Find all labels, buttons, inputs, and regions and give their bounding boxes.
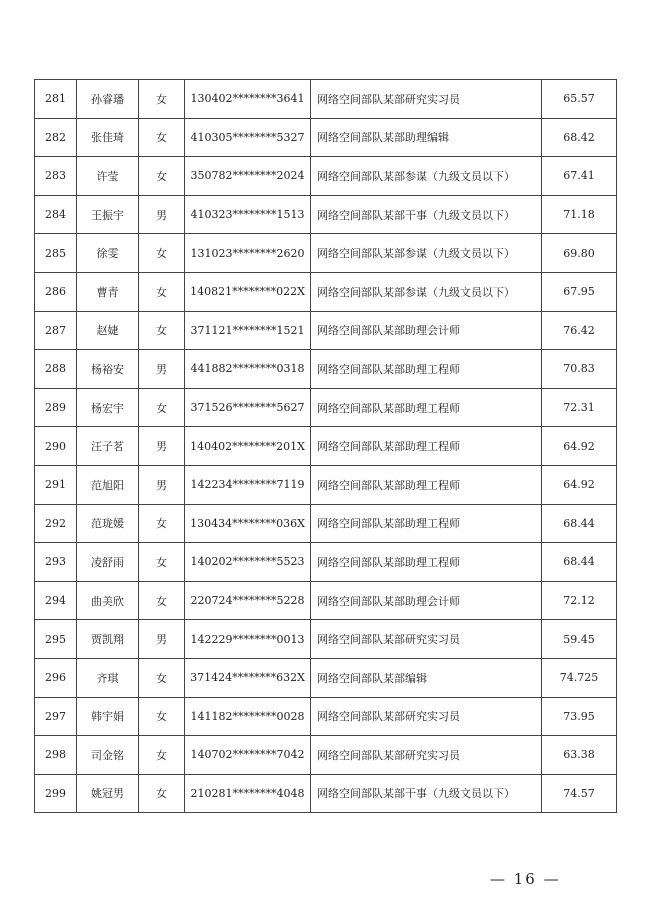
score-cell: 64.92	[542, 427, 617, 466]
name-cell: 姚冠男	[77, 774, 139, 813]
table-row	[35, 543, 617, 582]
table-row	[35, 736, 617, 775]
position-cell: 网络空间部队某部助理工程师	[311, 504, 542, 543]
row-number-cell: 292	[35, 504, 77, 543]
position-cell: 网络空间部队某部研究实习员	[311, 620, 542, 659]
id-number-cell: 140821********022X	[185, 272, 311, 311]
id-number-cell: 441882********0318	[185, 350, 311, 389]
id-number-cell: 350782********2024	[185, 157, 311, 196]
roster-table	[34, 79, 617, 813]
id-number-cell: 142234********7119	[185, 465, 311, 504]
id-number-cell: 142229********0013	[185, 620, 311, 659]
score-cell: 64.92	[542, 465, 617, 504]
row-number-cell: 293	[35, 543, 77, 582]
id-number-cell: 410323********1513	[185, 195, 311, 234]
score-cell: 63.38	[542, 736, 617, 775]
name-cell: 韩宇娟	[77, 697, 139, 736]
id-number-cell: 130402********3641	[185, 80, 311, 119]
gender-cell: 女	[139, 581, 185, 620]
table-row	[35, 774, 617, 813]
table-row	[35, 388, 617, 427]
id-number-cell: 140402********201X	[185, 427, 311, 466]
table-row	[35, 234, 617, 273]
score-cell: 68.44	[542, 543, 617, 582]
id-number-cell: 220724********5228	[185, 581, 311, 620]
position-cell: 网络空间部队某部助理编辑	[311, 118, 542, 157]
table-row	[35, 195, 617, 234]
table-row	[35, 427, 617, 466]
table-row	[35, 350, 617, 389]
id-number-cell: 371526********5627	[185, 388, 311, 427]
table-row	[35, 658, 617, 697]
name-cell: 王振宇	[77, 195, 139, 234]
score-cell: 71.18	[542, 195, 617, 234]
name-cell: 曹青	[77, 272, 139, 311]
table-row	[35, 581, 617, 620]
position-cell: 网络空间部队某部助理会计师	[311, 581, 542, 620]
gender-cell: 女	[139, 736, 185, 775]
name-cell: 齐琪	[77, 658, 139, 697]
score-cell: 73.95	[542, 697, 617, 736]
position-cell: 网络空间部队某部研究实习员	[311, 736, 542, 775]
position-cell: 网络空间部队某部助理工程师	[311, 427, 542, 466]
roster-table-body	[35, 80, 617, 813]
name-cell: 凌舒雨	[77, 543, 139, 582]
row-number-cell: 299	[35, 774, 77, 813]
position-cell: 网络空间部队某部助理工程师	[311, 543, 542, 582]
id-number-cell: 141182********0028	[185, 697, 311, 736]
id-number-cell: 131023********2620	[185, 234, 311, 273]
row-number-cell: 285	[35, 234, 77, 273]
position-cell: 网络空间部队某部参谋（九级文员以下）	[311, 272, 542, 311]
table-row	[35, 697, 617, 736]
table-row	[35, 157, 617, 196]
gender-cell: 女	[139, 234, 185, 273]
position-cell: 网络空间部队某部助理工程师	[311, 350, 542, 389]
name-cell: 杨裕安	[77, 350, 139, 389]
name-cell: 司金铭	[77, 736, 139, 775]
row-number-cell: 294	[35, 581, 77, 620]
gender-cell: 女	[139, 80, 185, 119]
name-cell: 许莹	[77, 157, 139, 196]
name-cell: 贾凯翔	[77, 620, 139, 659]
name-cell: 曲美欣	[77, 581, 139, 620]
position-cell: 网络空间部队某部研究实习员	[311, 697, 542, 736]
id-number-cell: 130434********036X	[185, 504, 311, 543]
name-cell: 徐雯	[77, 234, 139, 273]
position-cell: 网络空间部队某部编辑	[311, 658, 542, 697]
score-cell: 68.42	[542, 118, 617, 157]
gender-cell: 女	[139, 697, 185, 736]
row-number-cell: 291	[35, 465, 77, 504]
gender-cell: 女	[139, 311, 185, 350]
name-cell: 孙睿璠	[77, 80, 139, 119]
score-cell: 74.725	[542, 658, 617, 697]
gender-cell: 男	[139, 620, 185, 659]
row-number-cell: 284	[35, 195, 77, 234]
position-cell: 网络空间部队某部助理工程师	[311, 388, 542, 427]
score-cell: 76.42	[542, 311, 617, 350]
score-cell: 74.57	[542, 774, 617, 813]
row-number-cell: 283	[35, 157, 77, 196]
name-cell: 杨宏宇	[77, 388, 139, 427]
score-cell: 65.57	[542, 80, 617, 119]
gender-cell: 女	[139, 774, 185, 813]
row-number-cell: 297	[35, 697, 77, 736]
gender-cell: 女	[139, 658, 185, 697]
id-number-cell: 371424********632X	[185, 658, 311, 697]
gender-cell: 女	[139, 118, 185, 157]
score-cell: 72.31	[542, 388, 617, 427]
gender-cell: 女	[139, 543, 185, 582]
score-cell: 59.45	[542, 620, 617, 659]
table-row	[35, 465, 617, 504]
id-number-cell: 371121********1521	[185, 311, 311, 350]
name-cell: 范珑媛	[77, 504, 139, 543]
position-cell: 网络空间部队某部助理会计师	[311, 311, 542, 350]
gender-cell: 男	[139, 427, 185, 466]
position-cell: 网络空间部队某部助理工程师	[311, 465, 542, 504]
position-cell: 网络空间部队某部参谋（九级文员以下）	[311, 234, 542, 273]
gender-cell: 男	[139, 195, 185, 234]
score-cell: 72.12	[542, 581, 617, 620]
gender-cell: 男	[139, 350, 185, 389]
gender-cell: 女	[139, 272, 185, 311]
score-cell: 67.95	[542, 272, 617, 311]
table-row	[35, 504, 617, 543]
gender-cell: 男	[139, 465, 185, 504]
table-row	[35, 311, 617, 350]
gender-cell: 女	[139, 157, 185, 196]
name-cell: 汪子茗	[77, 427, 139, 466]
name-cell: 张佳琦	[77, 118, 139, 157]
name-cell: 范旭阳	[77, 465, 139, 504]
score-cell: 67.41	[542, 157, 617, 196]
row-number-cell: 295	[35, 620, 77, 659]
gender-cell: 女	[139, 504, 185, 543]
table-row	[35, 272, 617, 311]
row-number-cell: 288	[35, 350, 77, 389]
score-cell: 69.80	[542, 234, 617, 273]
row-number-cell: 281	[35, 80, 77, 119]
name-cell: 赵婕	[77, 311, 139, 350]
id-number-cell: 140702********7042	[185, 736, 311, 775]
score-cell: 68.44	[542, 504, 617, 543]
score-cell: 70.83	[542, 350, 617, 389]
id-number-cell: 140202********5523	[185, 543, 311, 582]
row-number-cell: 287	[35, 311, 77, 350]
table-row	[35, 118, 617, 157]
table-row	[35, 80, 617, 119]
table-row	[35, 620, 617, 659]
row-number-cell: 286	[35, 272, 77, 311]
id-number-cell: 410305********5327	[185, 118, 311, 157]
id-number-cell: 210281********4048	[185, 774, 311, 813]
position-cell: 网络空间部队某部干事（九级文员以下）	[311, 195, 542, 234]
position-cell: 网络空间部队某部参谋（九级文员以下）	[311, 157, 542, 196]
row-number-cell: 282	[35, 118, 77, 157]
row-number-cell: 290	[35, 427, 77, 466]
position-cell: 网络空间部队某部研究实习员	[311, 80, 542, 119]
page-number: — 16 —	[490, 870, 561, 888]
row-number-cell: 298	[35, 736, 77, 775]
gender-cell: 女	[139, 388, 185, 427]
row-number-cell: 296	[35, 658, 77, 697]
position-cell: 网络空间部队某部干事（九级文员以下）	[311, 774, 542, 813]
row-number-cell: 289	[35, 388, 77, 427]
